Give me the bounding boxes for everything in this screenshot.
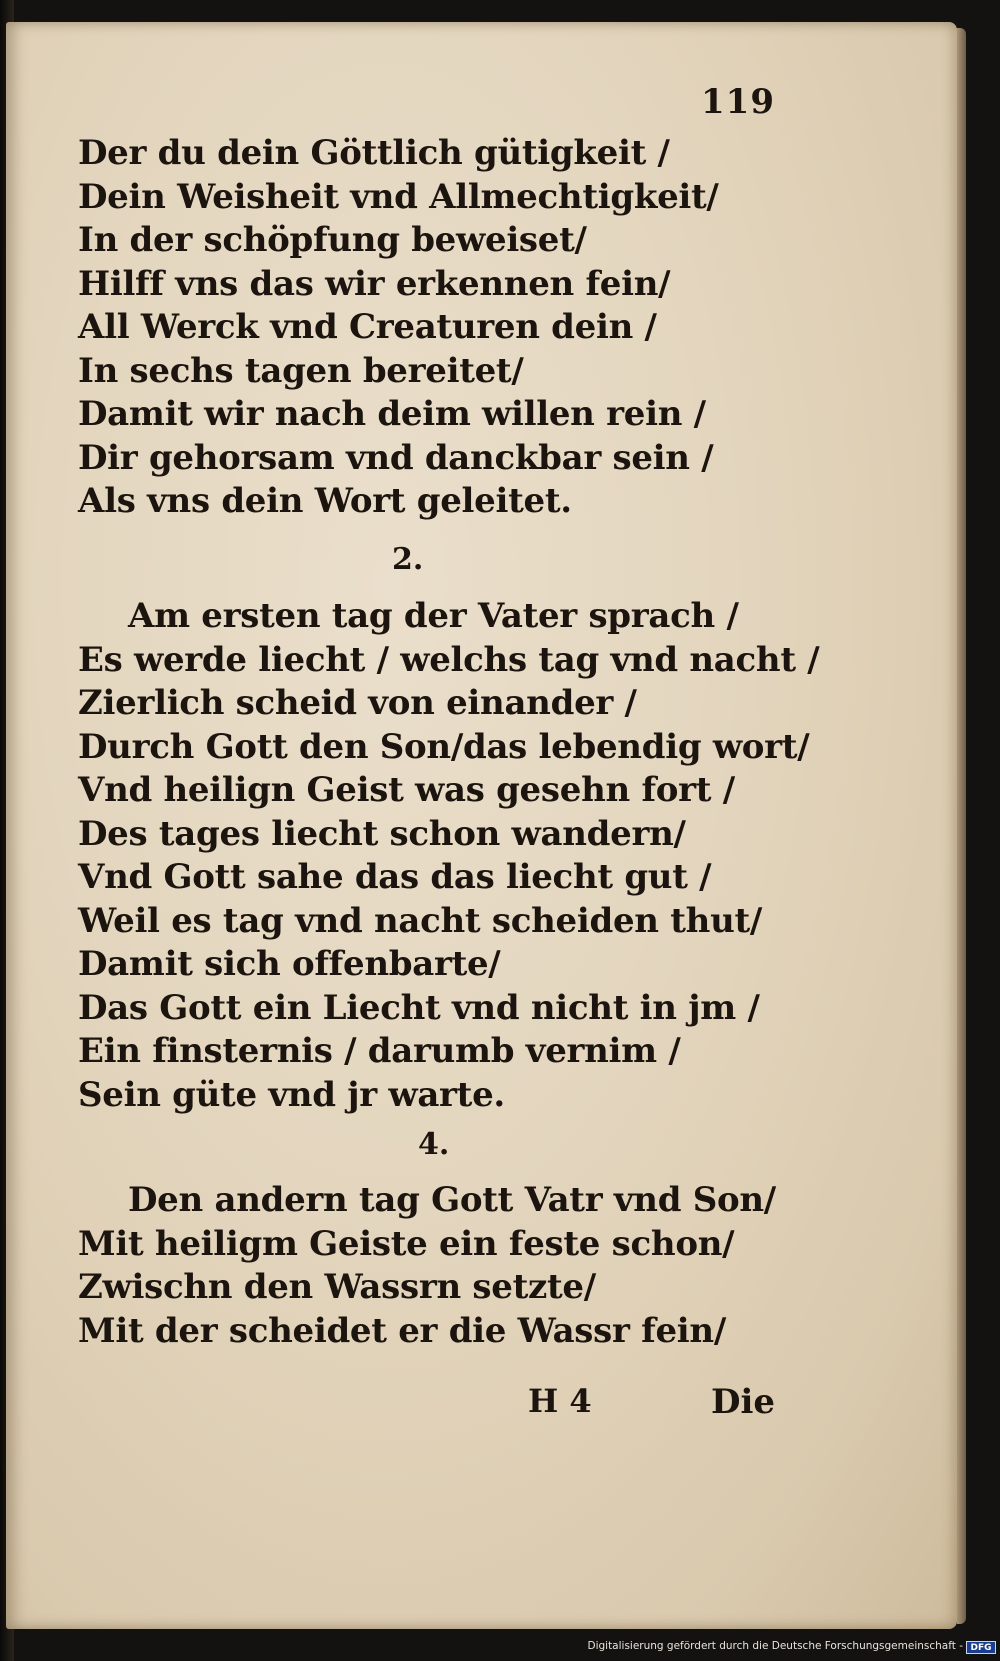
dfg-logo: DFG — [966, 1641, 996, 1654]
verse-line: Des tages liecht schon wandern/ — [78, 813, 686, 854]
verse-line: Den andern tag Gott Vatr vnd Son/ — [128, 1180, 776, 1220]
verse-line: Damit wir nach deim willen rein / — [78, 394, 706, 434]
verse-line: Ein finsternis / darumb vernim / — [78, 1031, 681, 1071]
verse-line: In sechs tagen bereitet/ — [78, 350, 524, 391]
verse-line: Durch Gott den Son/das lebendig wort/ — [78, 726, 810, 767]
verse-line: Zwischn den Wassrn setzte/ — [78, 1267, 596, 1307]
book-page — [6, 22, 957, 1629]
verse-line: Dir gehorsam vnd danckbar sein / — [78, 437, 714, 478]
verse-line: Dein Weisheit vnd Allmechtigkeit/ — [78, 176, 719, 217]
stanza-number: 2. — [392, 542, 424, 577]
verse-line: Vnd heilign Geist was gesehn fort / — [78, 770, 735, 810]
verse-line: Am ersten tag der Vater sprach / — [128, 596, 739, 636]
verse-line: Weil es tag vnd nacht scheiden thut/ — [78, 900, 763, 941]
verse-line: Als vns dein Wort geleitet. — [78, 481, 572, 521]
catchword: Die — [711, 1382, 776, 1422]
verse-line: Es werde liecht / welchs tag vnd nacht / — [78, 639, 820, 680]
verse-line: In der schöpfung beweiset/ — [78, 220, 587, 260]
stanza-1 — [78, 132, 719, 524]
page-text — [6, 22, 957, 1629]
verse-line: Der du dein Göttlich gütigkeit / — [78, 133, 670, 173]
verse-line: Mit der scheidet er die Wassr fein/ — [78, 1310, 726, 1351]
verse-line: Damit sich offenbarte/ — [78, 944, 501, 984]
verse-line: Das Gott ein Liecht vnd nicht in jm / — [78, 987, 760, 1028]
verse-line: Mit heiligm Geiste ein feste schon/ — [78, 1223, 735, 1264]
verse-line: Hilff vns das wir erkennen fein/ — [78, 263, 671, 304]
verse-line: Zierlich scheid von einander / — [78, 683, 637, 723]
page-number: 119 — [701, 82, 775, 122]
stanza-4 — [78, 1179, 776, 1353]
signature-mark: H 4 — [528, 1382, 592, 1420]
page-edge — [957, 28, 966, 1624]
verse-line: All Werck vnd Creaturen dein / — [78, 307, 657, 347]
stanza-number: 4. — [418, 1127, 450, 1162]
verse-line: Sein güte vnd jr warte. — [78, 1074, 505, 1115]
stanza-2 — [78, 595, 819, 1117]
verse-line: Vnd Gott sahe das das liecht gut / — [78, 857, 712, 897]
digitization-credit: Digitalisierung gefördert durch die Deutsche Forschungsgemeinschaft - — [587, 1640, 963, 1652]
